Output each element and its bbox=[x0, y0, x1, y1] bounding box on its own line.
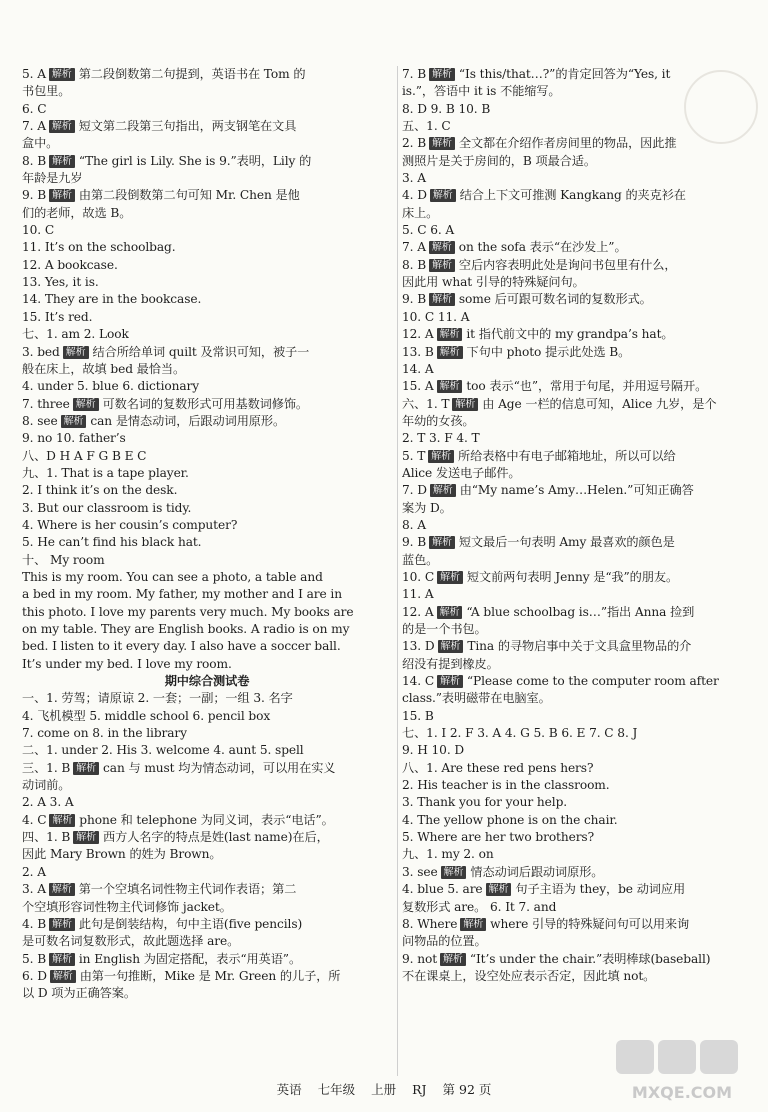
left-line: 9. B 解析 由第二段倒数第二句可知 Mr. Chen 是他 bbox=[22, 188, 300, 203]
analysis-tag: 解析 bbox=[73, 762, 99, 775]
analysis-tag: 解析 bbox=[437, 675, 463, 688]
right-line: 8. Where 解析 where 引导的特殊疑问句可以用来询 bbox=[402, 916, 690, 931]
left-line: 6. D 解析 由第一句推断，Mike 是 Mr. Green 的儿子，所 bbox=[22, 968, 341, 983]
left-line: 2. A 3. A bbox=[22, 795, 74, 810]
left-line: 四、1. B 解析 西方人名字的特点是姓(last name)在后， bbox=[22, 830, 329, 845]
analysis-tag: 解析 bbox=[486, 883, 512, 896]
left-line: 15. It’s red. bbox=[22, 309, 93, 324]
footer-subject: 英语 bbox=[276, 1082, 302, 1097]
right-line: 绍没有提到橡皮。 bbox=[402, 656, 499, 671]
right-line: 5. Where are her two brothers? bbox=[402, 830, 595, 845]
right-line: 9. B 解析 短文最后一句表明 Amy 最喜欢的颜色是 bbox=[402, 535, 675, 550]
analysis-tag: 解析 bbox=[437, 380, 463, 393]
right-line: 9. B 解析 some 后可跟可数名词的复数形式。 bbox=[402, 292, 652, 307]
right-line: 3. A bbox=[402, 171, 426, 186]
right-line: 案为 D。 bbox=[402, 500, 452, 515]
right-line: 15. A 解析 too 表示“也”，常用于句尾，并用逗号隔开。 bbox=[402, 379, 708, 394]
left-line: 4. under 5. blue 6. dictionary bbox=[22, 379, 200, 394]
right-line: 问物品的位置。 bbox=[402, 934, 487, 949]
right-line: 4. blue 5. are 解析 句子主语为 they，be 动词应用 bbox=[402, 882, 686, 897]
analysis-tag: 解析 bbox=[437, 606, 463, 619]
right-line: 14. C 解析 “Please come to the computer room after bbox=[402, 674, 719, 689]
analysis-tag: 解析 bbox=[438, 640, 464, 653]
analysis-tag: 解析 bbox=[437, 328, 463, 341]
right-line: 复数形式 are。 6. It 7. and bbox=[402, 899, 557, 914]
footer-grade: 七年级 bbox=[317, 1082, 356, 1097]
left-line: 盒中。 bbox=[22, 136, 59, 151]
left-line: 因此 Mary Brown 的姓为 Brown。 bbox=[22, 847, 222, 862]
analysis-tag: 解析 bbox=[460, 918, 486, 931]
left-line: 7. come on 8. in the library bbox=[22, 726, 187, 741]
left-line: 八、D H A F G B E C bbox=[22, 448, 147, 463]
left-line: 以 D 项为正确答案。 bbox=[22, 986, 136, 1001]
left-line: 2. I think it’s on the desk. bbox=[22, 483, 178, 498]
analysis-tag: 解析 bbox=[437, 346, 463, 359]
left-line: bed. I listen to it every day. I also have a soccer ball. bbox=[22, 639, 341, 654]
left-line: 4. 飞机模型 5. middle school 6. pencil box bbox=[22, 708, 271, 723]
analysis-tag: 解析 bbox=[437, 571, 463, 584]
right-line: 因此用 what 引导的特殊疑问句。 bbox=[402, 275, 585, 290]
left-line: 5. A 解析 第二段倒数第二句提到，英语书在 Tom 的 bbox=[22, 67, 306, 81]
left-line: 一、1. 劳驾；请原谅 2. 一套；一副；一组 3. 名字 bbox=[22, 691, 293, 706]
left-line: 九、1. That is a tape player. bbox=[22, 465, 189, 480]
right-line: 不在课桌上，设空处应表示否定，因此填 not。 bbox=[402, 968, 656, 983]
right-line: 8. B 解析 空后内容表明此处是询问书包里有什么， bbox=[402, 257, 677, 272]
right-line: 测照片是关于房间的，B 项最合适。 bbox=[402, 153, 596, 168]
right-line: 8. D 9. B 10. B bbox=[402, 101, 491, 116]
right-line: 15. B bbox=[402, 708, 434, 723]
analysis-tag: 解析 bbox=[49, 68, 75, 81]
left-line: 个空填形容词性物主代词修饰 jacket。 bbox=[22, 899, 232, 914]
left-line: 十、 My room bbox=[22, 552, 105, 567]
left-line: 8. B 解析 “The girl is Lily. She is 9.”表明，Lily 的 bbox=[22, 153, 312, 168]
left-line: 6. C bbox=[22, 101, 47, 116]
left-line: 8. see 解析 can 是情态动词，后跟动词用原形。 bbox=[22, 413, 286, 428]
right-line: 2. His teacher is in the classroom. bbox=[402, 778, 610, 793]
analysis-tag: 解析 bbox=[49, 189, 75, 202]
left-line: 们的老师，故选 B。 bbox=[22, 205, 132, 220]
right-line: is.”，答语中 it is 不能缩写。 bbox=[402, 84, 561, 99]
left-line: a bed in my room. My father, my mother and I are in bbox=[22, 587, 342, 602]
left-line: 三、1. B 解析 can 与 must 均为情态动词，可以用在实义 bbox=[22, 760, 336, 775]
footer-edition: RJ bbox=[412, 1082, 427, 1097]
analysis-tag: 解析 bbox=[452, 398, 478, 411]
left-line: It’s under my bed. I love my room. bbox=[22, 656, 232, 671]
left-line: 二、1. under 2. His 3. welcome 4. aunt 5. spell bbox=[22, 743, 304, 758]
analysis-tag: 解析 bbox=[429, 536, 455, 549]
left-line: 动词前。 bbox=[22, 778, 71, 793]
left-line: 七、1. am 2. Look bbox=[22, 327, 129, 342]
right-line: 12. A 解析 “A blue schoolbag is…”指出 Anna 捡到 bbox=[402, 604, 695, 619]
right-line: 12. A 解析 it 指代前文中的 my grandpa’s hat。 bbox=[402, 327, 674, 342]
right-line: 五、1. C bbox=[402, 119, 451, 134]
left-line: 10. C bbox=[22, 223, 55, 238]
analysis-tag: 解析 bbox=[440, 953, 466, 966]
right-line: 14. A bbox=[402, 361, 434, 376]
right-line: 八、1. Are these red pens hers? bbox=[402, 760, 594, 775]
right-line: 4. D 解析 结合上下文可推测 Kangkang 的夹克衫在 bbox=[402, 188, 686, 203]
left-line: 7. A 解析 短文第二段第三句指出，两支钢笔在文具 bbox=[22, 119, 297, 134]
left-line: 5. B 解析 in English 为固定搭配，表示“用英语”。 bbox=[22, 951, 302, 966]
right-line: 3. see 解析 情态动词后跟动词原形。 bbox=[402, 864, 604, 879]
right-line: 蓝色。 bbox=[402, 552, 439, 567]
left-line: 3. A 解析 第一个空填名词性物主代词作表语；第二 bbox=[22, 882, 297, 897]
right-line: 2. B 解析 全文都在介绍作者房间里的物品，因此推 bbox=[402, 136, 677, 151]
right-line: 4. The yellow phone is on the chair. bbox=[402, 812, 618, 827]
analysis-tag: 解析 bbox=[50, 970, 76, 983]
right-line: 11. A bbox=[402, 587, 434, 602]
analysis-tag: 解析 bbox=[430, 189, 456, 202]
analysis-tag: 解析 bbox=[49, 918, 75, 931]
left-line: 4. Where is her cousin’s computer? bbox=[22, 517, 238, 532]
section-heading: 期中综合测试卷 bbox=[164, 674, 250, 689]
left-line: on my table. They are English books. A radio is on my bbox=[22, 622, 350, 636]
analysis-tag: 解析 bbox=[73, 831, 99, 844]
left-line: This is my room. You can see a photo, a table and bbox=[22, 569, 323, 584]
left-line: 11. It’s on the schoolbag. bbox=[22, 240, 176, 255]
left-line: 4. B 解析 此句是倒装结构，句中主语(five pencils) bbox=[22, 916, 303, 931]
analysis-tag: 解析 bbox=[441, 866, 467, 879]
analysis-tag: 解析 bbox=[430, 484, 456, 497]
analysis-tag: 解析 bbox=[49, 814, 75, 827]
left-line: 4. C 解析 phone 和 telephone 为同义词，表示“电话”。 bbox=[22, 812, 334, 827]
analysis-tag: 解析 bbox=[429, 293, 455, 306]
footer-page-number: 第 92 页 bbox=[442, 1082, 492, 1097]
analysis-tag: 解析 bbox=[49, 155, 75, 168]
left-line: 7. three 解析 可数名词的复数形式可用基数词修饰。 bbox=[22, 396, 309, 411]
analysis-tag: 解析 bbox=[428, 450, 454, 463]
left-line: 般在床上，故填 bed 最恰当。 bbox=[22, 361, 186, 376]
right-line: 10. C 11. A bbox=[402, 309, 470, 324]
analysis-tag: 解析 bbox=[429, 241, 455, 254]
right-line: 3. Thank you for your help. bbox=[402, 795, 568, 810]
right-line: 9. H 10. D bbox=[402, 743, 465, 758]
right-line: 7. D 解析 由“My name’s Amy…Helen.”可知正确答 bbox=[402, 483, 694, 498]
right-line: 7. B 解析 “Is this/that…?”的肯定回答为“Yes, it bbox=[402, 67, 671, 81]
column-divider bbox=[397, 66, 398, 1076]
right-line: 10. C 解析 短文前两句表明 Jenny 是“我”的朋友。 bbox=[402, 569, 679, 584]
analysis-tag: 解析 bbox=[429, 68, 455, 81]
right-line: Alice 发送电子邮件。 bbox=[402, 465, 521, 480]
left-line: 年龄是九岁 bbox=[22, 171, 83, 186]
analysis-tag: 解析 bbox=[429, 259, 455, 272]
analysis-tag: 解析 bbox=[61, 415, 87, 428]
left-line: 2. A bbox=[22, 864, 46, 879]
left-line: 12. A bookcase. bbox=[22, 257, 118, 272]
left-line: 14. They are in the bookcase. bbox=[22, 292, 202, 307]
analysis-tag: 解析 bbox=[63, 346, 89, 359]
analysis-tag: 解析 bbox=[429, 137, 455, 150]
right-column bbox=[402, 66, 754, 985]
footer-volume: 上册 bbox=[371, 1082, 397, 1097]
right-line: 年幼的女孩。 bbox=[402, 413, 475, 428]
left-line: 9. no 10. father’s bbox=[22, 431, 126, 446]
watermark-text: MXQE.COM bbox=[631, 1083, 733, 1102]
right-line: class.”表明磁带在电脑室。 bbox=[402, 691, 551, 706]
right-line: 7. A 解析 on the sofa 表示“在沙发上”。 bbox=[402, 240, 627, 255]
left-line: 3. But our classroom is tidy. bbox=[22, 500, 192, 515]
right-line: 13. D 解析 Tina 的寻物启事中关于文具盒里物品的介 bbox=[402, 639, 692, 654]
left-line: this photo. I love my parents very much. My books are bbox=[22, 604, 354, 619]
analysis-tag: 解析 bbox=[49, 883, 75, 896]
left-line: 是可数名词复数形式，故此题选择 are。 bbox=[22, 934, 240, 949]
analysis-tag: 解析 bbox=[49, 120, 75, 133]
right-line: 5. C 6. A bbox=[402, 223, 455, 238]
right-line: 床上。 bbox=[402, 205, 439, 220]
left-line: 5. He can’t find his black hat. bbox=[22, 535, 202, 550]
right-line: 的是一个书包。 bbox=[402, 622, 487, 636]
analysis-tag: 解析 bbox=[49, 953, 75, 966]
left-column bbox=[22, 66, 392, 1003]
left-line: 书包里。 bbox=[22, 84, 71, 99]
right-line: 七、1. I 2. F 3. A 4. G 5. B 6. E 7. C 8. J bbox=[402, 726, 638, 741]
left-line: 3. bed 解析 结合所给单词 quilt 及常识可知，被子一 bbox=[22, 344, 310, 359]
right-line: 8. A bbox=[402, 517, 426, 532]
right-line: 六、1. T 解析 由 Age 一栏的信息可知，Alice 九岁，是个 bbox=[402, 396, 717, 411]
right-line: 5. T 解析 所给表格中有电子邮箱地址，所以可以给 bbox=[402, 448, 676, 463]
right-line: 13. B 解析 下句中 photo 提示此处选 B。 bbox=[402, 344, 631, 359]
right-line: 九、1. my 2. on bbox=[402, 847, 494, 862]
right-line: 9. not 解析 “It’s under the chair.”表明棒球(baseball) bbox=[402, 951, 711, 966]
analysis-tag: 解析 bbox=[73, 398, 99, 411]
left-line: 13. Yes, it is. bbox=[22, 275, 99, 290]
watermark-logo bbox=[612, 1036, 762, 1106]
right-line: 2. T 3. F 4. T bbox=[402, 431, 480, 446]
